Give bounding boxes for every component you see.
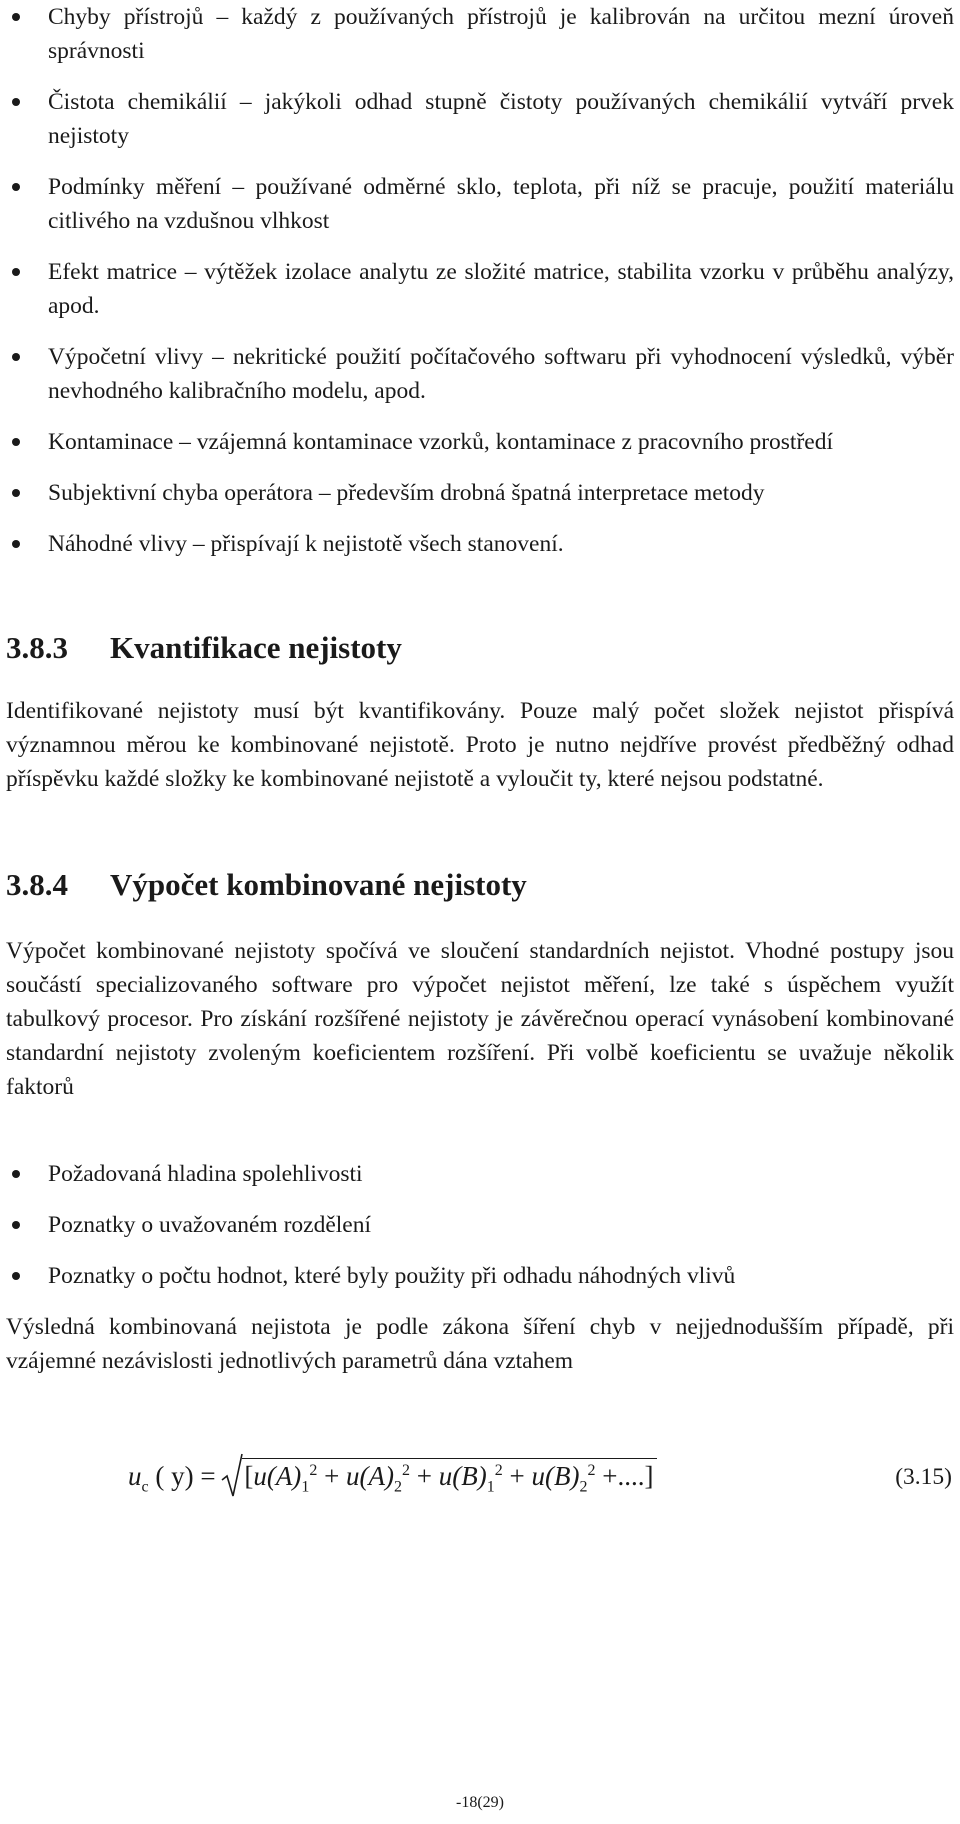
list-item [6,170,954,238]
list-item [6,1208,954,1242]
equation-3-15 [0,1458,960,1508]
list-item-text: Podmínky měření – používané odměrné sklo, teplota, při níž se pracuje, použití materiálu citlivého na vzdušnou vlhkost [48,174,954,234]
sqrt-sign-icon [220,1450,244,1500]
section-heading-3-8-3 [6,628,402,668]
eq-term-text: u(B) [438,1461,487,1491]
equation-body [128,1458,657,1496]
eq-term-text: u(A) [253,1461,302,1491]
eq-term-superscript: 2 [587,1462,596,1479]
eq-term-subscript: 1 [301,1478,310,1496]
bullet-icon [12,353,20,361]
bullet-icon [12,13,20,21]
list-item-text: Náhodné vlivy – přispívají k nejistotě všech stanovení. [48,531,564,557]
list-item [6,255,954,323]
eq-term [531,1461,596,1496]
eq-lhs-symbol: u [128,1461,142,1491]
list-item-text: Požadovaná hladina spolehlivosti [48,1161,363,1187]
eq-term [253,1461,318,1496]
equation-number: (3.15) [895,1464,952,1490]
eq-term-text: u(A) [346,1461,395,1491]
list-item-text: Efekt matrice – výtěžek izolace analytu ze složité matrice, stabilita vzorku v průběhu analýzy, apod. [48,259,954,319]
eq-term [346,1461,411,1496]
bullet-icon [12,183,20,191]
page-footer [0,1794,960,1812]
square-root [222,1458,657,1496]
list-item-text: Výpočetní vlivy – nekritické použití počítačového softwaru při vyhodnocení výsledků, výběr nevhodného kalibračního modelu, apod. [48,344,954,404]
eq-term-text: u(B) [531,1461,580,1491]
list-item [6,85,954,153]
list-item [6,476,954,510]
paragraph-quantification: Identifikované nejistoty musí být kvantifikovány. Pouze malý počet složek nejistot přispívá významnou měrou ke kombinované nejistotě. Proto je nutno nejdříve provést předběžný odhad příspěvku každé složky ke kombinované nejistotě a vyloučit ty, které nejsou podstatné. [6,698,954,792]
bullet-icon [12,268,20,276]
section-number: 3.8.3 [6,630,68,665]
list-item-text: Čistota chemikálií – jakýkoli odhad stupně čistoty používaných chemikálií vytváří prvek nejistoty [48,89,954,149]
eq-term-superscript: 2 [309,1462,318,1479]
coverage-factor-list [6,1157,956,1310]
list-item-text: Kontaminace – vzájemná kontaminace vzorků, kontaminace z pracovního prostředí [48,429,833,455]
list-item-text: Chyby přístrojů – každý z používaných přístrojů je kalibrován na určitou mezní úroveň správnosti [48,4,954,64]
list-item [6,1259,954,1293]
list-item [6,425,954,459]
eq-term-subscript: 1 [486,1478,495,1496]
bullet-icon [12,98,20,106]
eq-operator: + [324,1461,340,1491]
bullet-icon [12,540,20,548]
list-item [6,0,954,68]
section-heading-3-8-4 [6,865,527,905]
bullet-icon [12,1221,20,1229]
list-item-text: Poznatky o počtu hodnot, které byly použity při odhadu náhodných vlivů [48,1263,736,1289]
bullet-icon [12,489,20,497]
eq-term-superscript: 2 [402,1462,411,1479]
section-title: Kvantifikace nejistoty [110,630,402,665]
paragraph-combined-uncertainty: Výpočet kombinované nejistoty spočívá ve sloučení standardních nejistot. Vhodné postupy jsou součástí specializovaného software pro výpočet nejistot měření, lze také s úspěchem využít tabulkový procesor. Pro získání rozšířené nejistoty je závěrečnou operací vynásobení kombinované standardní nejistoty zvoleným koeficientem rozšíření. Při volbě koeficientu se uvažuje několik faktorů [6,938,954,1100]
list-item [6,1157,954,1191]
bullet-icon [12,1170,20,1178]
radicand: [$u(A)_1^2 + u(A)_2^2 + u(B)_1^2 + u(B)_2^2$ +....] [242,1458,657,1496]
section-number: 3.8.4 [6,867,68,902]
eq-lhs-subscript: c [141,1478,149,1496]
eq-term-subscript: 2 [579,1478,588,1496]
list-item-text: Poznatky o uvažovaném rozdělení [48,1212,372,1238]
eq-term-subscript: 2 [394,1478,403,1496]
section-title: Výpočet kombinované nejistoty [110,867,527,902]
list-item-text: Subjektivní chyba operátora – především drobná špatná interpretace metody [48,480,765,506]
uncertainty-sources-list [6,0,956,578]
list-item [6,527,954,561]
paragraph-propagation: Výsledná kombinovaná nejistota je podle zákona šíření chyb v nejjednodušším případě, při vzájemné nezávislosti jednotlivých parametrů dána vztahem [6,1314,954,1374]
list-item [6,340,954,408]
eq-operator: +.... [602,1461,645,1491]
page-number: -18(29) [456,1794,504,1811]
eq-lhs-argument: ( y) = [155,1461,216,1491]
eq-term [438,1461,503,1496]
eq-operator: + [416,1461,433,1491]
eq-operator: + [509,1461,525,1491]
bullet-icon [12,438,20,446]
eq-term-superscript: 2 [494,1462,503,1479]
bullet-icon [12,1272,20,1280]
